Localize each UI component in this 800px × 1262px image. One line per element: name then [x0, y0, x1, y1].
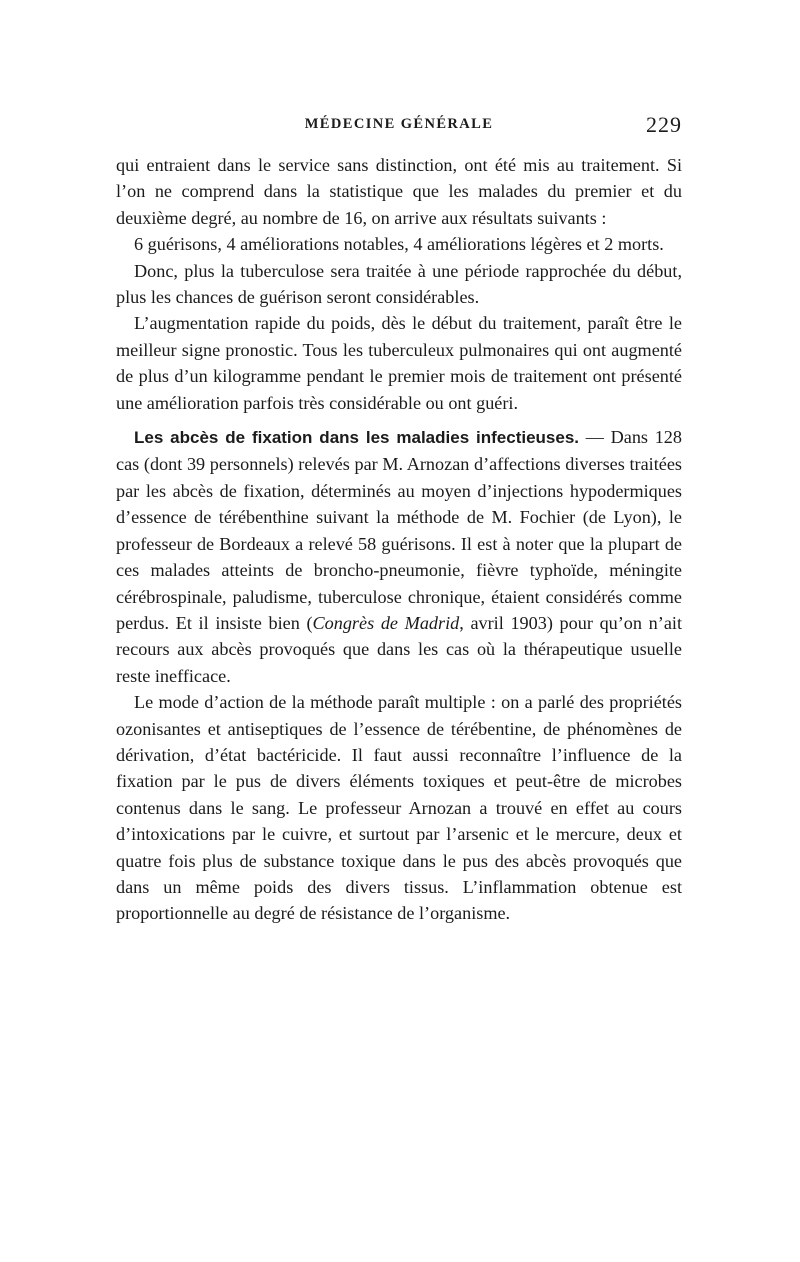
reference-title: Congrès de Madrid: [312, 612, 460, 633]
page-number: 229: [646, 112, 682, 137]
paragraph-continuation: qui entraient dans le service sans distinction, ont été mis au traitement. Si l’on ne comprend dans la statistique que les malades du premier et du deuxième degré, au nombre de 16, on arrive aux résultats suivants :: [116, 155, 682, 228]
section-heading: Les abcès de fixation dans les maladies infectieuses.: [134, 428, 580, 448]
paragraph-text: , avril 1903) pour qu’on n’ait recours aux abcès provoqués que dans les cas où la thérapeutique usuelle reste inefficace.: [116, 612, 682, 686]
book-page: [116, 112, 682, 927]
paragraph-prognosis: L’augmentation rapide du poids, dès le début du traitement, paraît être le meilleur signe pronostic. Tous les tuberculeux pulmonaires qui ont augmenté de plus d’un kilogramme pendant le premier mois de traitement ont présenté une amélioration parfois très considérable ou ont guéri.: [116, 313, 682, 413]
paragraph-fixation-abscess: [116, 424, 682, 689]
paragraph-mode-of-action: Le mode d’action de la méthode paraît multiple : on a parlé des propriétés ozonisantes et antiseptiques de l’essence de térébentine, de phénomènes de dérivation, d’état bactéricide. Il faut aussi reconnaître l’influence de la fixation par le pus de divers éléments toxiques et peut-être de microbes contenus dans le sang. Le professeur Arnozan a trouvé en effet au cours d’intoxications par le cuivre, et surtout par l’arsenic et le mercure, deux et quatre fois plus de substance toxique dans le pus des abcès provoqués que dans un même poids des divers tissus. L’inflammation obtenue est proportionnelle au degré de résistance de l’organisme.: [116, 692, 682, 924]
running-head: [116, 112, 682, 142]
paragraph-conclusion: Donc, plus la tuberculose sera traitée à une période rapprochée du début, plus les chances de guérison seront considérables.: [116, 260, 682, 308]
running-title: MÉDECINE GÉNÉRALE: [304, 116, 494, 132]
paragraph-text: — Dans 128 cas (dont 39 personnels) relevés par M. Arnozan d’affections diverses traitées par les abcès de fixation, déterminés au moyen d’injections hypodermiques d’essence de térébenthine suivant la méthode de M. Fochier (de Lyon), le professeur de Bordeaux a relevé 58 guérisons. Il est à noter que la plupart de ces malades atteints de broncho-pneumonie, fièvre typhoïde, méningite cérébrospinale, paludisme, tuberculose chronique, étaient considérés comme perdus. Et il insiste bien (: [116, 427, 682, 633]
body-text: [116, 152, 682, 927]
paragraph-results: 6 guérisons, 4 améliorations notables, 4 améliorations légères et 2 morts.: [134, 234, 664, 255]
